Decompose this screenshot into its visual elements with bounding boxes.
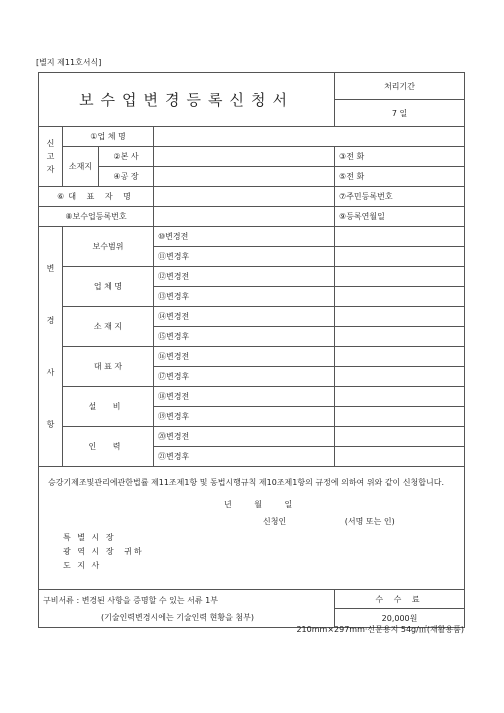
phone-label: ⑤전 화 <box>339 172 365 181</box>
applicant-section-label: 신 고 자 <box>39 127 63 187</box>
declaration-section <box>39 467 465 590</box>
form-number-label: [별지 제11호서식] <box>36 58 102 67</box>
firm-name-label: ①업 체 명 <box>63 127 154 147</box>
registration-number-field[interactable] <box>154 207 335 227</box>
addressee-province: 도 지 사 <box>63 561 102 570</box>
changes-section-label: 변 경 사 항 <box>39 227 63 467</box>
head-office-label: ②본 사 <box>99 147 154 167</box>
fee-label: 수 수 료 <box>335 590 465 609</box>
fee-value: 20,000원 <box>335 609 465 628</box>
resident-number-field[interactable] <box>335 187 465 207</box>
date-line: 년 월 일 <box>224 500 303 509</box>
declaration-text: 승강기제조및관리에관한법률 제11조제1항 및 동법시행규칙 제10조제1항의 규정에 의하여 위와 같이 신청합니다. <box>48 478 444 487</box>
phone-label: ③전 화 <box>339 152 365 161</box>
applicant-signature-label: 신청인 <box>263 517 287 526</box>
change-group-label: 대 표 자 <box>63 347 154 387</box>
after-field[interactable] <box>335 447 465 467</box>
after-label: ⑮변경후 <box>154 327 335 347</box>
before-label: ⑭변경전 <box>154 307 335 327</box>
registration-date-label: ⑨등록연월일 <box>339 212 385 221</box>
addressee-honorific: 귀하 <box>124 547 144 556</box>
processing-period-value: 7 일 <box>335 100 465 127</box>
head-office-phone-field[interactable] <box>335 147 465 167</box>
representative-label: ⑥대 표 자 명 <box>39 187 154 207</box>
registration-number-label: ⑧보수업등록번호 <box>39 207 154 227</box>
required-documents <box>39 590 335 628</box>
addressee-special-city: 특 별 시 장 <box>63 533 116 542</box>
change-group-label: 업 체 명 <box>63 267 154 307</box>
firm-name-field[interactable] <box>154 127 465 147</box>
processing-period-label: 처리기간 <box>335 73 465 100</box>
change-group-label: 인 력 <box>63 427 154 467</box>
resident-number-label: ⑦주민등록번호 <box>339 192 393 201</box>
factory-field[interactable] <box>154 167 335 187</box>
after-field[interactable] <box>335 327 465 347</box>
before-field[interactable] <box>335 387 465 407</box>
before-label: ⑫변경전 <box>154 267 335 287</box>
after-label: ⑰변경후 <box>154 367 335 387</box>
before-label: ⑳변경전 <box>154 427 335 447</box>
registration-date-field[interactable] <box>335 207 465 227</box>
change-group-label: 설 비 <box>63 387 154 427</box>
paper-spec-note: 210mm×297mm·신문용지 54g/㎡(재활용품) <box>296 625 464 634</box>
before-field[interactable] <box>335 267 465 287</box>
location-label: 소재지 <box>63 147 99 187</box>
after-field[interactable] <box>335 367 465 387</box>
after-label: ⑲변경후 <box>154 407 335 427</box>
factory-phone-field[interactable] <box>335 167 465 187</box>
after-label: ⑬변경후 <box>154 287 335 307</box>
before-field[interactable] <box>335 427 465 447</box>
before-field[interactable] <box>335 227 465 247</box>
before-field[interactable] <box>335 307 465 327</box>
after-label: ⑪변경후 <box>154 247 335 267</box>
application-form <box>38 72 465 628</box>
after-field[interactable] <box>335 247 465 267</box>
form-title: 보수업변경등록신청서 <box>39 73 335 127</box>
addressee-metro-city: 광 역 시 장 <box>63 547 116 556</box>
before-field[interactable] <box>335 347 465 367</box>
after-field[interactable] <box>335 287 465 307</box>
change-group-label: 소 재 지 <box>63 307 154 347</box>
after-label: ㉑변경후 <box>154 447 335 467</box>
before-label: ⑩변경전 <box>154 227 335 247</box>
before-label: ⑱변경전 <box>154 387 335 407</box>
after-field[interactable] <box>335 407 465 427</box>
factory-label: ④공 장 <box>99 167 154 187</box>
change-group-label: 보수범위 <box>63 227 154 267</box>
required-documents-note: (기술인력변경시에는 기술인력 현황을 첨부) <box>101 612 254 622</box>
before-label: ⑯변경전 <box>154 347 335 367</box>
required-documents-line: 구비서류 : 변경된 사항을 증명할 수 있는 서류 1부 <box>43 595 218 605</box>
representative-field[interactable] <box>154 187 335 207</box>
head-office-field[interactable] <box>154 147 335 167</box>
signature-note: (서명 또는 인) <box>344 517 395 526</box>
